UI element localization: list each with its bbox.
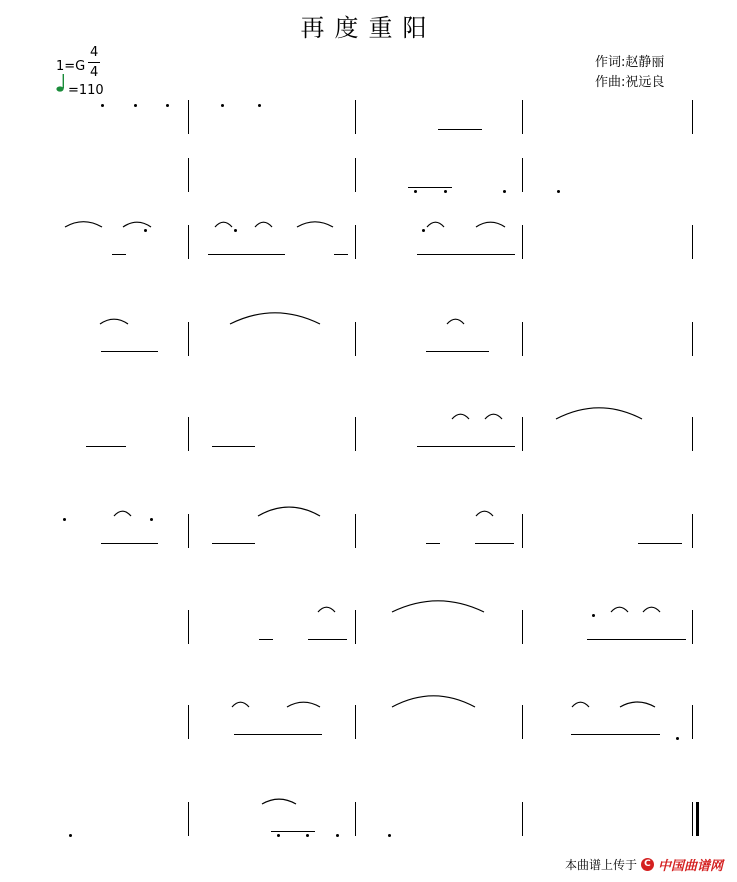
slur-arc [485,414,502,419]
time-signature-top: 4 [90,45,99,60]
key-signature: 1=G [56,59,86,74]
slur-arc [318,607,335,612]
slur-arc [476,511,493,516]
slur-arc [215,222,232,227]
site-logo-icon: C [641,858,654,871]
time-signature-bottom: 4 [90,65,99,80]
slur-arc [100,319,128,324]
slur-arc [476,222,505,227]
slur-arc [620,702,655,707]
upload-footer [565,855,723,874]
slur-arc [297,222,333,227]
slur-arc [123,222,151,227]
footer-logo: 中国曲谱网 [657,859,723,874]
tempo-value: =110 [68,83,104,98]
slur-arc [287,702,320,707]
slur-arc [65,222,102,227]
slur-arc [262,799,296,804]
slur-arc [611,607,628,612]
slur-arc [452,414,469,419]
song-title: 再度重阳 [300,14,437,42]
slur-arc [255,222,272,227]
slur-arc [258,507,320,516]
slur-arc [232,702,249,707]
slur-arc [447,319,464,324]
footer-text: 本曲谱上传于 [564,858,637,872]
slur-arc [392,601,484,612]
slur-arc [643,607,660,612]
lyricist-credit: 作词:赵静丽 [595,55,665,70]
slur-arc [230,313,320,324]
composer-credit: 作曲:祝远良 [595,75,665,90]
slur-arc [392,696,475,707]
slur-arc [114,511,131,516]
slur-arc [572,702,589,707]
slur-arc [556,408,642,419]
slur-arc [427,222,444,227]
